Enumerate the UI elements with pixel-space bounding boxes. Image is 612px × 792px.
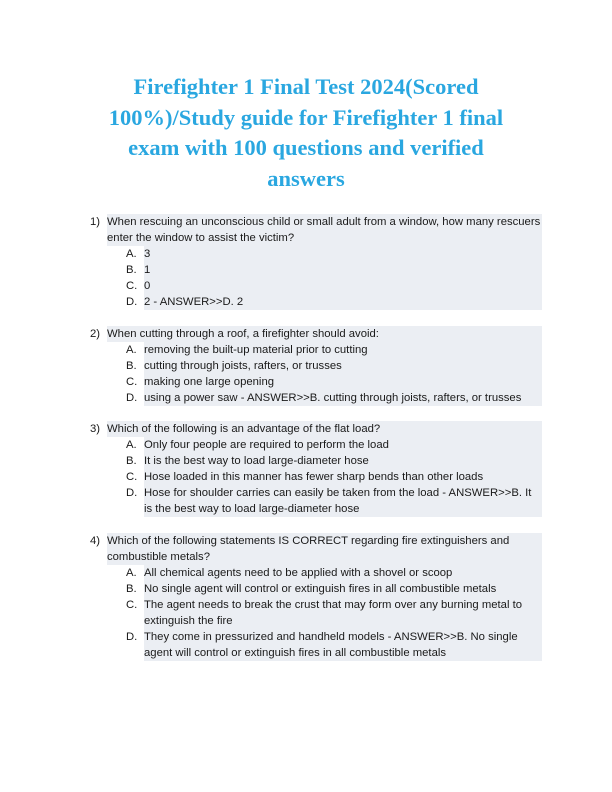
option-text-answer: using a power saw - ANSWER>>B. cutting through joists, rafters, or trusses — [144, 390, 542, 406]
option-letter: D. — [126, 487, 138, 499]
option-letter: C. — [126, 598, 138, 611]
question-item — [90, 326, 542, 406]
option-item — [90, 565, 542, 581]
question-number: 2) — [90, 327, 101, 340]
question-text: Which of the following is an advantage of the flat load? — [107, 421, 542, 437]
option-letter: B. — [126, 582, 137, 595]
option-text: No single agent will control or extinguish fires in all combustible metals — [144, 581, 542, 597]
option-text: Hose loaded in this manner has fewer sharp bends than other loads — [144, 469, 542, 485]
option-item — [90, 342, 542, 358]
option-item — [90, 485, 542, 517]
option-letter: B. — [126, 359, 137, 372]
option-letter: C. — [126, 471, 138, 483]
option-letter: C. — [126, 280, 138, 292]
option-text: Only four people are required to perform the load — [144, 437, 542, 453]
option-letter: D. — [126, 296, 138, 308]
option-list — [90, 565, 542, 661]
option-text: making one large opening — [144, 374, 542, 390]
question-text: Which of the following statements IS CORRECT regarding fire extinguishers and combustible metals? — [107, 533, 542, 565]
question-text: When cutting through a roof, a firefighter should avoid: — [107, 326, 542, 342]
option-list — [90, 246, 542, 310]
option-item — [90, 581, 542, 597]
question-number: 3) — [90, 423, 101, 435]
option-letter: C. — [126, 375, 138, 388]
option-item — [90, 597, 542, 629]
option-text: cutting through joists, rafters, or trusses — [144, 358, 542, 374]
option-item — [90, 469, 542, 485]
option-item — [90, 262, 542, 278]
option-letter: A. — [126, 566, 137, 579]
option-text: 1 — [144, 262, 542, 278]
question-item — [90, 421, 542, 517]
option-item — [90, 629, 542, 661]
option-list — [90, 342, 542, 406]
option-text: removing the built-up material prior to cutting — [144, 342, 542, 358]
option-text-answer: Hose for shoulder carries can easily be taken from the load - ANSWER>>B. It is the best way to load large-diameter hose — [144, 485, 542, 517]
option-text: It is the best way to load large-diameter hose — [144, 453, 542, 469]
option-text: All chemical agents need to be applied with a shovel or scoop — [144, 565, 542, 581]
question-item — [90, 214, 542, 310]
option-letter: D. — [126, 391, 138, 404]
option-text: The agent needs to break the crust that may form over any burning metal to extinguish the fire — [144, 597, 542, 629]
option-item — [90, 453, 542, 469]
option-letter: A. — [126, 343, 137, 356]
option-text: 3 — [144, 246, 542, 262]
option-item — [90, 374, 542, 390]
option-letter: A. — [126, 248, 137, 260]
option-text-answer: They come in pressurized and handheld models - ANSWER>>B. No single agent will control or extinguish fires in all combustible metals — [144, 629, 542, 661]
document-title: Firefighter 1 Final Test 2024(Scored 100%)/Study guide for Firefighter 1 final exam with 100 questions and verified answers — [108, 74, 504, 191]
option-letter: A. — [126, 439, 137, 451]
option-list — [90, 437, 542, 517]
option-item — [90, 278, 542, 294]
question-list — [90, 214, 542, 676]
option-item — [90, 246, 542, 262]
option-item — [90, 358, 542, 374]
question-item — [90, 533, 542, 661]
question-text: When rescuing an unconscious child or small adult from a window, how many rescuers enter the window to assist the victim? — [107, 216, 541, 244]
option-item — [90, 390, 542, 406]
question-number: 4) — [90, 534, 101, 547]
option-text: 0 — [144, 278, 542, 294]
option-text-answer: 2 - ANSWER>>D. 2 — [144, 294, 542, 310]
option-item — [90, 437, 542, 453]
option-letter: D. — [126, 630, 138, 643]
option-item — [90, 294, 542, 310]
option-letter: B. — [126, 264, 137, 276]
question-number: 1) — [90, 216, 101, 228]
option-letter: B. — [126, 455, 137, 467]
